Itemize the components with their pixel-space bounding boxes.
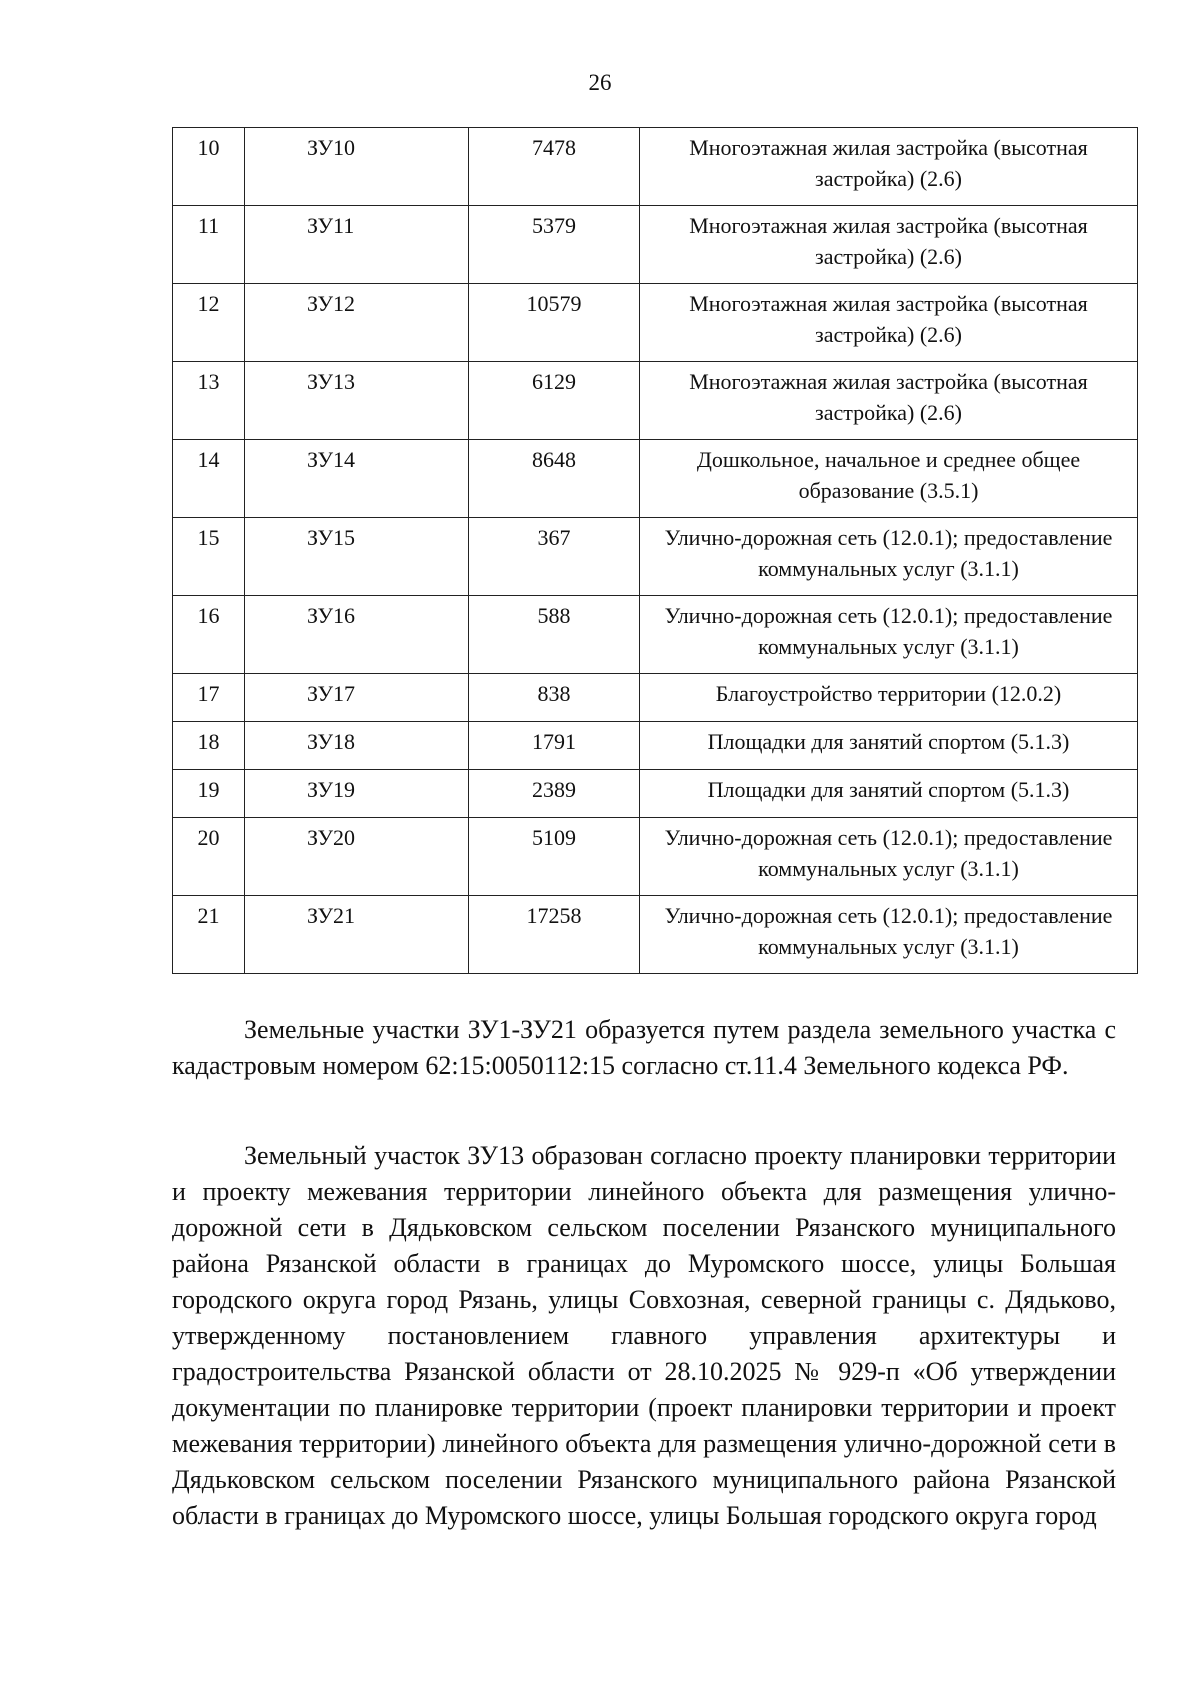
plot-area: 1791	[469, 722, 640, 770]
table-row	[173, 206, 1138, 284]
row-number: 16	[173, 596, 245, 674]
paragraph-text: Земельный участок ЗУ13 образован согласно проекту планировки территории и проекту межевания территории линейного объекта для размещения улично-дорожной сети в Дядьковском сельском поселении Рязанского муниципального района Рязанской области в границах до Муромского шоссе, улицы Большая городского округа город Рязань, улицы Совхозная, северной границы с. Дядьково, утвержденному постановлением главного управления архитектуры и градостроительства Рязанской области от 28.10.2025 № 929-п «Об утверждении документации по планировке территории (проект планировки территории и проект межевания территории) линейного объекта для размещения улично-дорожной сети в Дядьковском сельском поселении Рязанского муниципального района Рязанской области в границах до Муромского шоссе, улицы Большая городского округа город	[172, 1141, 1116, 1530]
plot-code: ЗУ15	[245, 518, 469, 596]
paragraph-plot-zu13	[172, 1138, 1116, 1534]
plot-area: 8648	[469, 440, 640, 518]
permitted-use: Площадки для занятий спортом (5.1.3)	[640, 722, 1138, 770]
plot-code: ЗУ18	[245, 722, 469, 770]
permitted-use: Дошкольное, начальное и среднее общее образование (3.5.1)	[640, 440, 1138, 518]
table-row	[173, 896, 1138, 974]
plot-code: ЗУ14	[245, 440, 469, 518]
paragraph-land-division	[172, 1012, 1116, 1084]
land-plots-table	[172, 127, 1138, 974]
plot-code: ЗУ16	[245, 596, 469, 674]
row-number: 12	[173, 284, 245, 362]
plot-area: 838	[469, 674, 640, 722]
row-number: 18	[173, 722, 245, 770]
row-number: 14	[173, 440, 245, 518]
table-row	[173, 818, 1138, 896]
row-number: 10	[173, 128, 245, 206]
row-number: 19	[173, 770, 245, 818]
row-number: 11	[173, 206, 245, 284]
plot-area: 2389	[469, 770, 640, 818]
plot-code: ЗУ20	[245, 818, 469, 896]
page-number: 26	[588, 70, 612, 95]
row-number: 15	[173, 518, 245, 596]
table-row	[173, 284, 1138, 362]
plot-area: 7478	[469, 128, 640, 206]
table-row	[173, 440, 1138, 518]
plot-area: 588	[469, 596, 640, 674]
permitted-use: Благоустройство территории (12.0.2)	[640, 674, 1138, 722]
table-row	[173, 722, 1138, 770]
permitted-use: Площадки для занятий спортом (5.1.3)	[640, 770, 1138, 818]
plot-code: ЗУ17	[245, 674, 469, 722]
plot-area: 5109	[469, 818, 640, 896]
plot-area: 17258	[469, 896, 640, 974]
plot-code: ЗУ13	[245, 362, 469, 440]
plot-code: ЗУ19	[245, 770, 469, 818]
plot-area: 5379	[469, 206, 640, 284]
plot-code: ЗУ12	[245, 284, 469, 362]
table-row	[173, 518, 1138, 596]
plot-code: ЗУ10	[245, 128, 469, 206]
table-row	[173, 362, 1138, 440]
plot-code: ЗУ21	[245, 896, 469, 974]
row-number: 21	[173, 896, 245, 974]
row-number: 17	[173, 674, 245, 722]
table-row	[173, 770, 1138, 818]
permitted-use: Улично-дорожная сеть (12.0.1); предоставление коммунальных услуг (3.1.1)	[640, 818, 1138, 896]
row-number: 13	[173, 362, 245, 440]
permitted-use: Многоэтажная жилая застройка (высотная застройка) (2.6)	[640, 284, 1138, 362]
plot-code: ЗУ11	[245, 206, 469, 284]
paragraph-text: Земельные участки ЗУ1-ЗУ21 образуется путем раздела земельного участка с кадастровым номером 62:15:0050112:15 согласно ст.11.4 Земельного кодекса РФ.	[172, 1015, 1116, 1080]
plot-area: 6129	[469, 362, 640, 440]
permitted-use: Улично-дорожная сеть (12.0.1); предоставление коммунальных услуг (3.1.1)	[640, 518, 1138, 596]
permitted-use: Улично-дорожная сеть (12.0.1); предоставление коммунальных услуг (3.1.1)	[640, 896, 1138, 974]
table-row	[173, 128, 1138, 206]
plot-area: 367	[469, 518, 640, 596]
plot-area: 10579	[469, 284, 640, 362]
permitted-use: Многоэтажная жилая застройка (высотная застройка) (2.6)	[640, 128, 1138, 206]
table-row	[173, 674, 1138, 722]
permitted-use: Улично-дорожная сеть (12.0.1); предоставление коммунальных услуг (3.1.1)	[640, 596, 1138, 674]
permitted-use: Многоэтажная жилая застройка (высотная застройка) (2.6)	[640, 206, 1138, 284]
table-row	[173, 596, 1138, 674]
permitted-use: Многоэтажная жилая застройка (высотная застройка) (2.6)	[640, 362, 1138, 440]
row-number: 20	[173, 818, 245, 896]
